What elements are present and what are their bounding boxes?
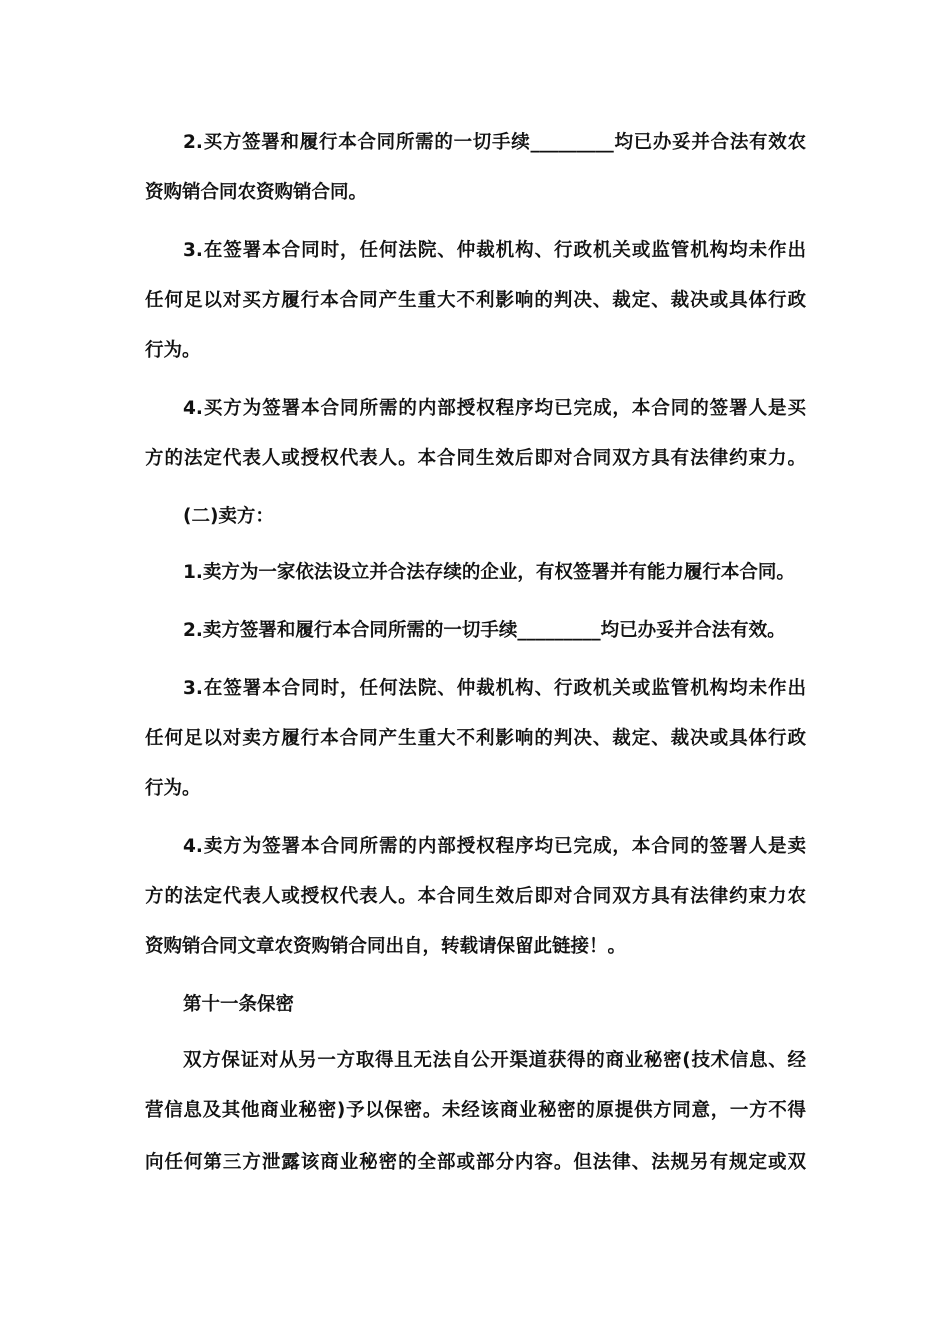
text-line: 方的法定代表人或授权代表人。本合同生效后即对合同双方具有法律约束力农	[145, 886, 806, 907]
text-line: 双方保证对从另一方取得且无法自公开渠道获得的商业秘密(技术信息、经	[183, 1050, 806, 1071]
text-line: 2.卖方签署和履行本合同所需的一切手续_________均已办妥并合法有效。	[183, 620, 786, 641]
text-line: 营信息及其他商业秘密)予以保密。未经该商业秘密的原提供方同意，一方不得	[145, 1100, 806, 1121]
text-line: 资购销合同文章农资购销合同出自，转载请保留此链接！。	[145, 936, 627, 957]
text-line: 1.卖方为一家依法设立并合法存续的企业，有权签署并有能力履行本合同。	[183, 562, 795, 583]
text-line: 方的法定代表人或授权代表人。本合同生效后即对合同双方具有法律约束力。	[145, 448, 806, 469]
text-line: 4.卖方为签署本合同所需的内部授权程序均已完成，本合同的签署人是卖	[183, 836, 806, 857]
text-line: 任何足以对卖方履行本合同产生重大不利影响的判决、裁定、裁决或具体行政	[145, 728, 806, 749]
text-line: 3.在签署本合同时，任何法院、仲裁机构、行政机关或监管机构均未作出	[183, 678, 806, 699]
text-line: 2.买方签署和履行本合同所需的一切手续_________均已办妥并合法有效农	[183, 132, 806, 153]
text-line: 第十一条保密	[183, 994, 295, 1015]
text-line: 行为。	[145, 340, 201, 361]
text-line: 4.买方为签署本合同所需的内部授权程序均已完成，本合同的签署人是买	[183, 398, 806, 419]
text-line: 3.在签署本合同时，任何法院、仲裁机构、行政机关或监管机构均未作出	[183, 240, 806, 261]
text-line: 行为。	[145, 778, 201, 799]
text-line: (二)卖方：	[183, 506, 274, 527]
text-line: 资购销合同农资购销合同。	[145, 182, 368, 203]
text-line: 向任何第三方泄露该商业秘密的全部或部分内容。但法律、法规另有规定或双	[145, 1152, 806, 1173]
text-line: 任何足以对买方履行本合同产生重大不利影响的判决、裁定、裁决或具体行政	[145, 290, 806, 311]
